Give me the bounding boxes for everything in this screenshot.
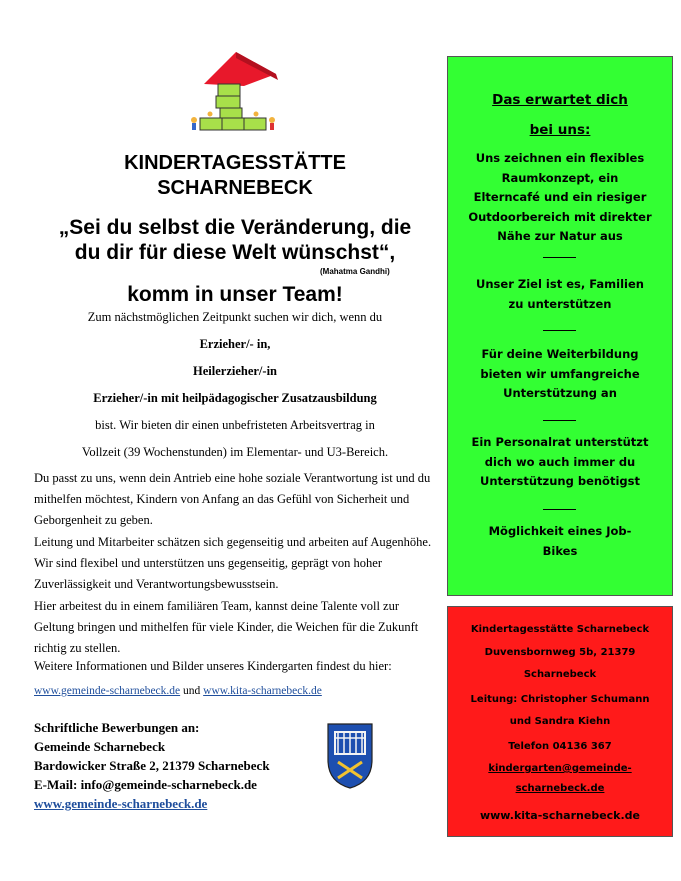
kita-email-line2[interactable]: scharnebeck.de	[515, 783, 605, 794]
coat-of-arms-icon	[326, 722, 374, 790]
separator-4	[543, 509, 576, 510]
contact-email: E-Mail: info@gemeinde-scharnebeck.de	[34, 777, 257, 792]
paragraph-4: Weitere Informationen und Bilder unseres Kindergarten findest du hier:	[34, 659, 392, 673]
kita-email-line1[interactable]: kindergarten@gemeinde-	[488, 763, 632, 774]
team-heading: komm in unser Team!	[127, 283, 343, 306]
kita-leader-line1: Leitung: Christopher Schumann	[470, 694, 650, 705]
offer-line1: bist. Wir bieten dir einen unbefristeten Arbeitsvertrag in	[95, 418, 375, 432]
offer-line2: Vollzeit (39 Wochenstunden) im Elementar- und U3-Bereich.	[81, 445, 389, 459]
benefits-heading2: bei uns:	[529, 122, 591, 138]
website-links	[34, 685, 322, 697]
contact-website-link[interactable]: www.gemeinde-scharnebeck.de	[34, 796, 208, 811]
benefit-item-2: Unser Ziel ist es, Familien zu unterstützen	[476, 277, 644, 311]
kita-house-logo	[186, 44, 286, 136]
application-contact	[34, 718, 270, 813]
quote-line2: du dir für diese Welt wünschst“,	[74, 241, 396, 264]
role-1: Erzieher/- in,	[199, 337, 271, 351]
page-title-line2: SCHARNEBECK	[157, 177, 313, 199]
kita-phone: Telefon 04136 367	[508, 741, 612, 752]
benefit-item-5: Möglichkeit eines Job- Bikes	[488, 524, 632, 558]
benefits-box	[447, 56, 673, 596]
paragraph-1: Du passt zu uns, wenn dein Antrieb eine hohe soziale Verantwortung ist und du mithelfen möchtest, Kindern von Anfang an das Gefühl von Sicherheit und Geborgenheit zu geben.	[34, 471, 431, 527]
separator-1	[543, 257, 576, 258]
kita-link[interactable]: www.kita-scharnebeck.de	[203, 685, 322, 697]
page-title-line1: KINDERTAGESSTÄTTE	[124, 152, 346, 174]
benefits-heading1: Das erwartet dich	[492, 92, 628, 108]
benefit-item-1: Uns zeichnen ein flexibles Raumkonzept, ein Elterncafé und ein riesiger Outdoorbereich mit direkter Nähe zur Natur aus	[468, 151, 652, 243]
kita-name: Kindertagesstätte Scharnebeck	[470, 624, 650, 635]
contact-line3: Bardowicker Straße 2, 21379 Scharnebeck	[34, 758, 270, 773]
kita-city: Scharnebeck	[523, 669, 597, 680]
separator-2	[543, 330, 576, 331]
contact-line2: Gemeinde Scharnebeck	[34, 739, 166, 754]
intro-text: Zum nächstmöglichen Zeitpunkt suchen wir dich, wenn du	[87, 310, 383, 324]
role-3: Erzieher/-in mit heilpädagogischer Zusatzausbildung	[93, 391, 377, 405]
kita-website[interactable]: www.kita-scharnebeck.de	[479, 809, 640, 822]
contact-line1: Schriftliche Bewerbungen an:	[34, 720, 200, 735]
paragraph-2: Leitung und Mitarbeiter schätzen sich gegenseitig und arbeiten auf Augenhöhe. Wir sind flexibel und unterstützen uns gegenseitig, geprägt von hoher Zuverlässigkeit und Verantwortungsbewusstsein.	[34, 535, 432, 591]
gemeinde-link[interactable]: www.gemeinde-scharnebeck.de	[34, 685, 181, 697]
separator-3	[543, 420, 576, 421]
paragraph-3: Hier arbeitest du in einem familiären Team, kannst deine Talente voll zur Geltung bringen und mithelfen für viele Kinder, die Weichen für die Zukunft richtig zu stellen.	[34, 599, 419, 655]
links-joiner: und	[183, 685, 201, 697]
benefit-item-3: Für deine Weiterbildung bieten wir umfangreiche Unterstützung an	[480, 347, 640, 400]
kita-leader-line2: und Sandra Kiehn	[509, 716, 611, 727]
quote-line1: „Sei du selbst die Veränderung, die	[58, 216, 412, 239]
benefit-item-4: Ein Personalrat unterstützt dich wo auch immer du Unterstützung benötigst	[471, 435, 649, 488]
kita-street: Duvensbornweg 5b, 21379	[484, 647, 636, 658]
kita-contact-box	[447, 606, 673, 837]
role-2: Heilerzieher/-in	[193, 364, 277, 378]
quote-attribution: (Mahatma Gandhi)	[320, 267, 390, 276]
